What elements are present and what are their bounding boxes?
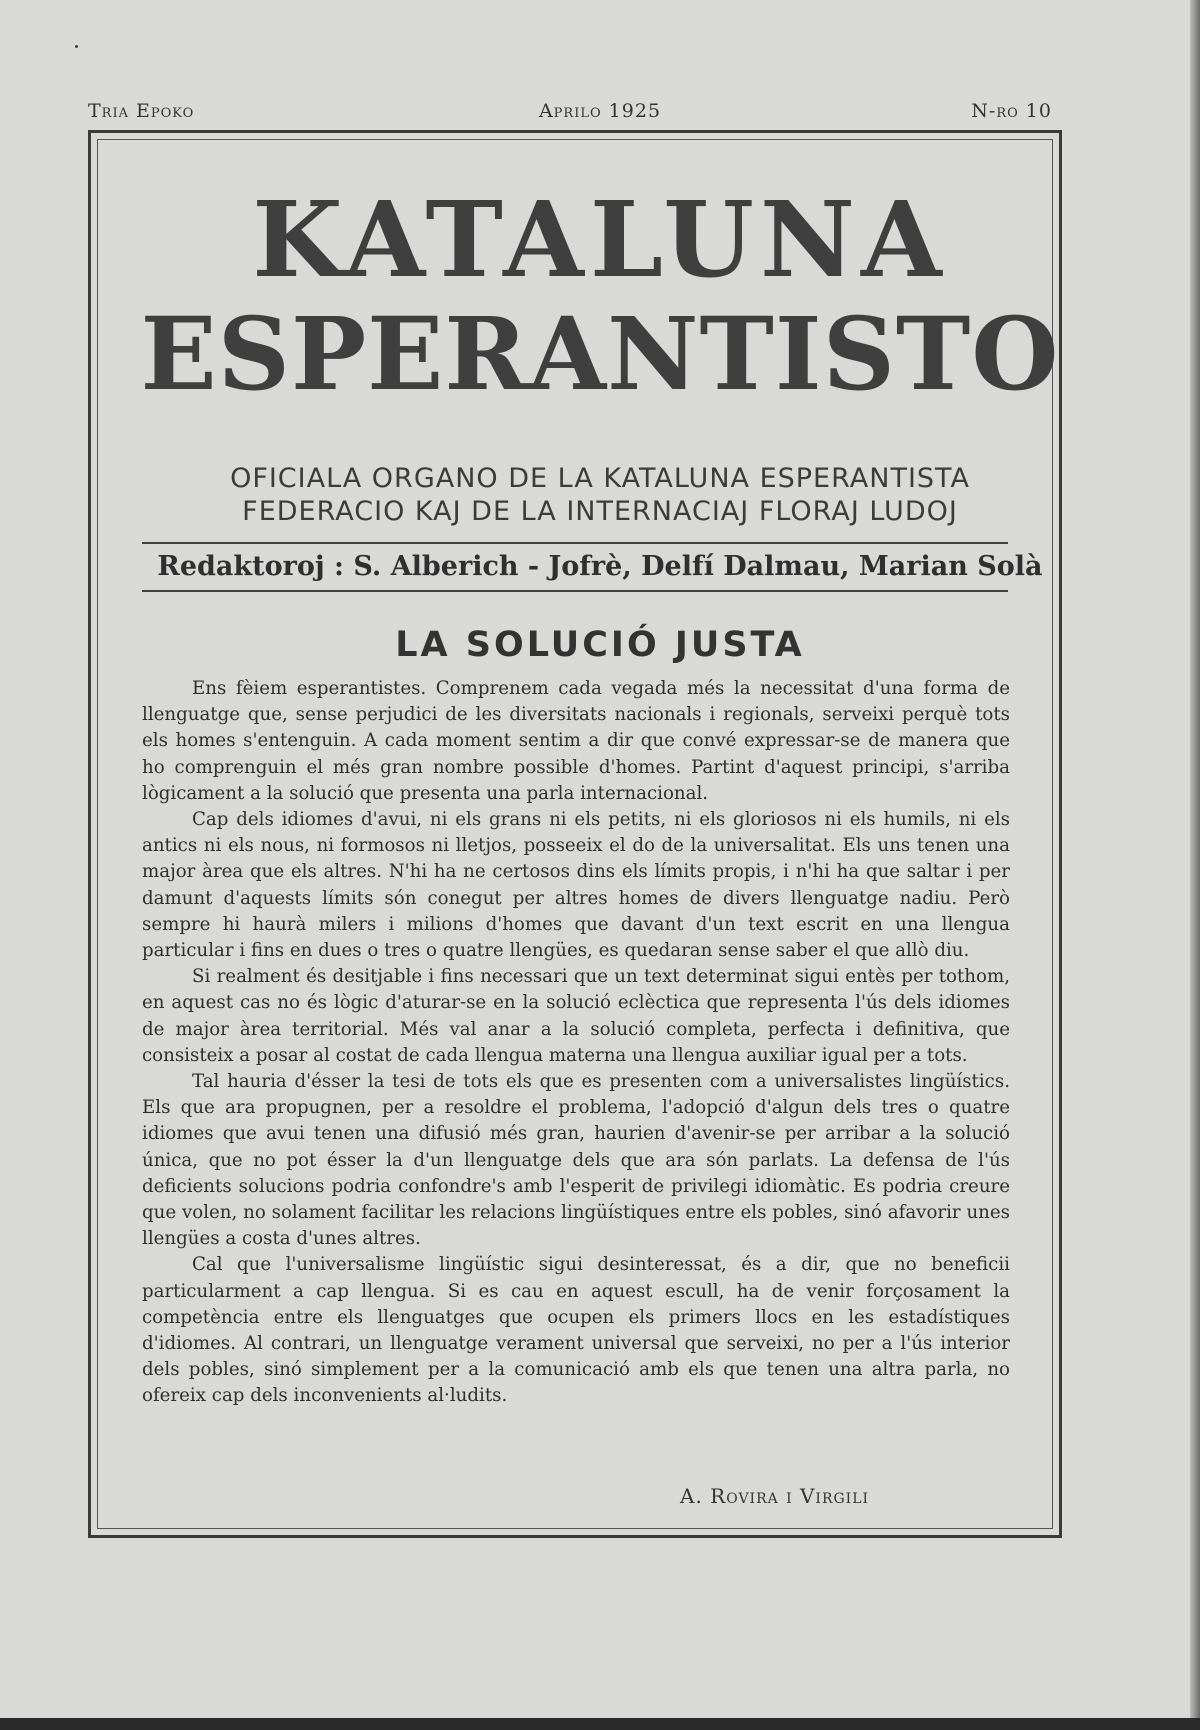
article-paragraph-4: Tal hauria d'ésser la tesi de tots els que es presenten com a universalistes lingüístics. Els que ara propugnen, per a resoldre el problema, l'adopció d'algun dels tres o quatre idiomes que avui tenen una difusió més gran, haurien d'avenir-se per arribar a la solució única, que no pot ésser la d'un llenguatge dels que ara són parlats. La defensa de l'ús deficients solucions podria confondre's amb l'esperit de privilegi idiomàtic. Es podria creure que volen, no solament facilitar les relacions lingüístiques entre els pobles, sinó afavorir unes llengües a costa d'unes altres. [142,1071,1010,1250]
ink-speck [75,45,78,48]
editors-rule-bottom [142,590,1008,592]
article-signature: A. Rovira i Virgili [680,1484,870,1508]
masthead-title-line2: ESPERANTISTO [140,295,1060,413]
page-edge-bottom [0,1718,1200,1730]
article-body [142,676,1010,1410]
article-title: LA SOLUCIÓ JUSTA [395,625,805,665]
article-paragraph-3: Si realment és desitjable i fins necessari que un text determinat sigui entès per tothom, en aquest cas no és lògic d'aturar-se en la solució eclèctica que representa l'ús dels idiomes de major àrea territorial. Més val anar a la solució completa, perfecta i definitiva, que consisteix a posar al costat de cada llengua materna una llengua auxiliar igual per a tots. [142,966,1010,1066]
header-series: Tria Epoko [88,100,195,122]
organ-subtitle-line2: FEDERACIO KAJ DE LA INTERNACIAJ FLORAJ LUDOJ [242,496,958,527]
header-issue-number: N-ro 10 [971,100,1052,122]
article-paragraph-2: Cap dels idiomes d'avui, ni els grans ni els petits, ni els gloriosos ni els humils, ni els antics ni els nous, ni formosos ni lletjos, posseeix el do de la universalitat. Els uns tenen una major àrea que els altres. N'hi ha ne certosos dins els límits propis, i n'hi ha que saltar i per damunt d'aquests límits són conegut per altres homes de divers llenguatge nadiu. Però sempre hi haurà milers i milions d'homes que davant d'un text escrit en una llengua particular i fins en dues o tres o quatre llengües, es quedaran sense saber el que allò diu. [142,809,1010,962]
page-edge-shadow [1190,0,1200,1730]
masthead-title-line1: KATALUNA [252,178,948,301]
organ-subtitle-line1: OFICIALA ORGANO DE LA KATALUNA ESPERANTISTA [230,463,970,494]
header-date: Aprilo 1925 [538,100,662,122]
editors-line: Redaktoroj : S. Alberich - Jofrè, Delfí Dalmau, Marian Solà [157,551,1043,582]
article-paragraph-5: Cal que l'universalisme lingüístic sigui desinteressat, és a dir, que no beneficii particularment a cap llengua. Si es cau en aquest escull, ha de venir forçosament la competència entre els llenguatges que ocupen els primers llocs en les estadístiques d'idiomes. Al contrari, un llenguatge verament universal que serveixi, no per a l'ús interior dels pobles, sinó simplement per a la comunicació amb els que tenen una altra parla, no ofereix cap dels inconvenients al·ludits. [142,1254,1010,1407]
article-paragraph-1: Ens fèiem esperantistes. Comprenem cada vegada més la necessitat d'una forma de llenguatge que, sense perjudici de les diversitats nacionals i regionals, serveixi perquè tots els homes s'entenguin. A cada moment sentim a dir que convé expressar-se de manera que ho comprenguin el més gran nombre possible d'homes. Partint d'aquest principi, s'arriba lògicament a la solució que presenta una parla internacional. [142,678,1010,804]
editors-rule-top [142,542,1008,544]
